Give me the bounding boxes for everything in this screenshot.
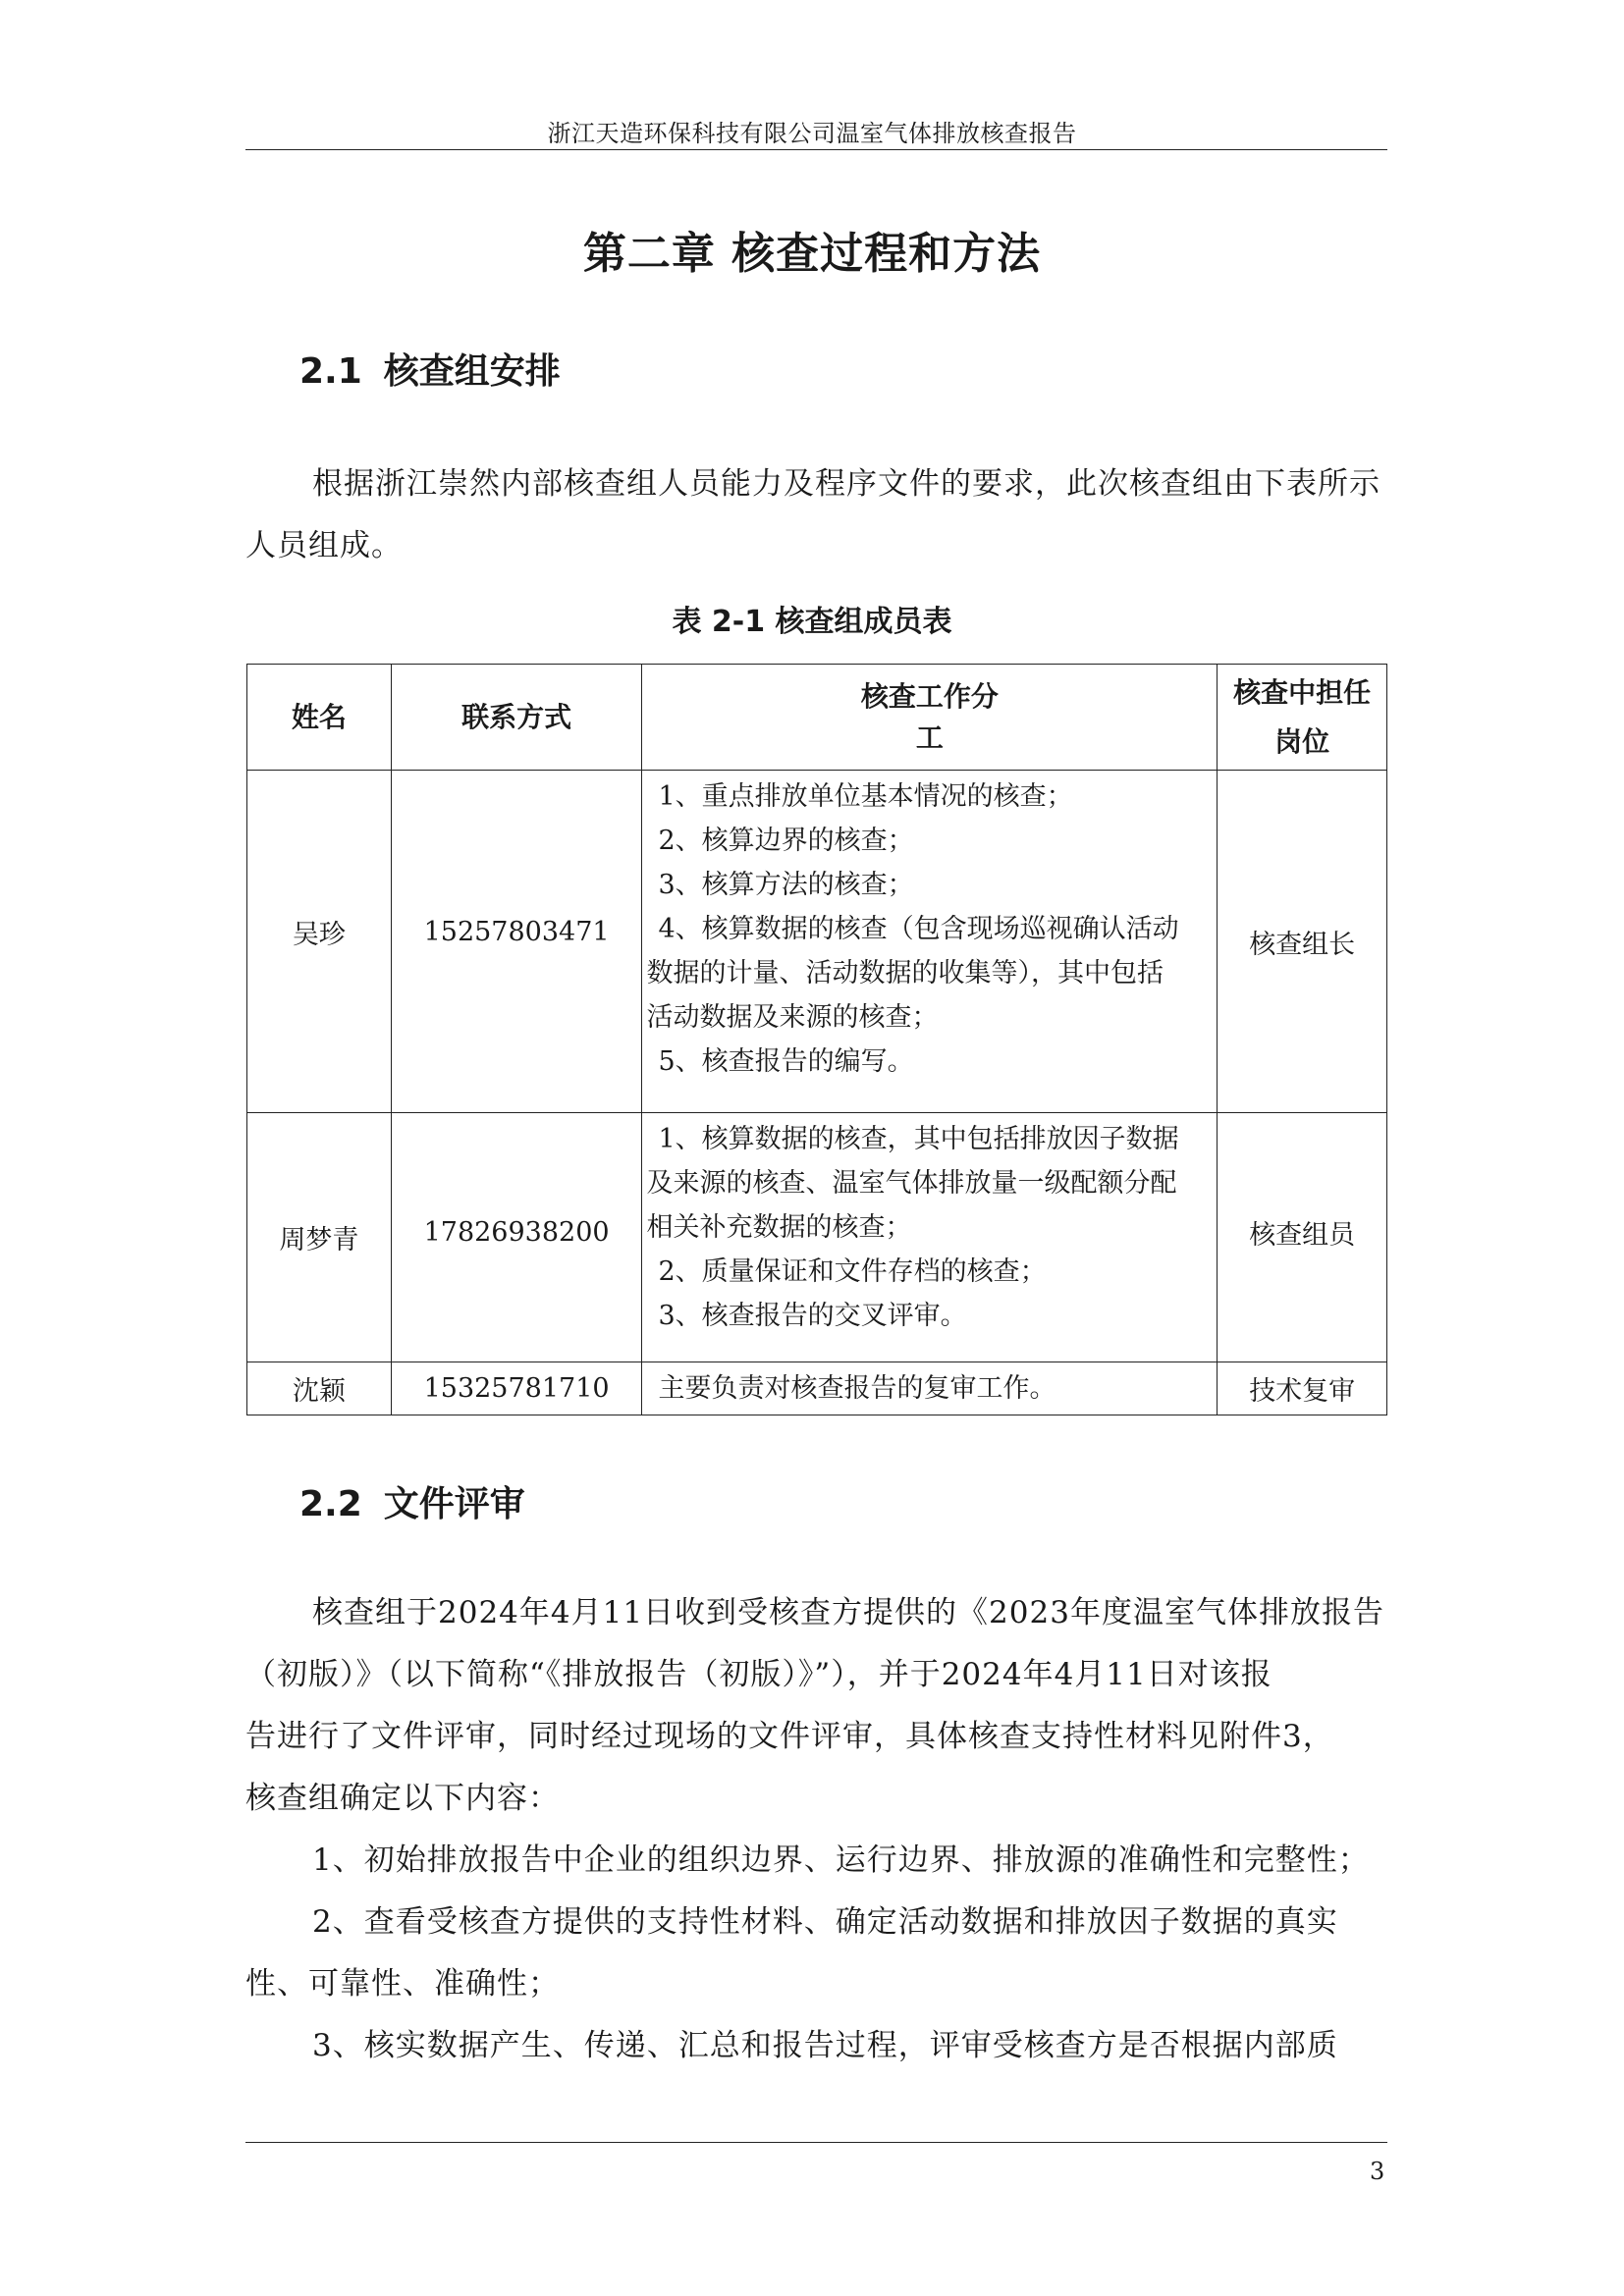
paragraph-line: （初版）》（以下简称“《排放报告（初版）》”），并于2024年4月11日对该报: [245, 1657, 1272, 1692]
paragraph-line: 核查组确定以下内容：: [245, 1781, 560, 1816]
table-row: [247, 771, 1387, 1113]
duty-line: 2、核算边界的核查；: [658, 826, 914, 856]
header-role-line: 岗位: [1274, 724, 1330, 758]
member-role: 技术复审: [1218, 1362, 1387, 1415]
duty-line: 主要负责对核查报告的复审工作。: [658, 1373, 1056, 1404]
paragraph-line: 根据浙江崇然内部核查组人员能力及程序文件的要求，此次核查组由下表所示: [312, 466, 1380, 502]
paragraph-line: 1、初始排放报告中企业的组织边界、运行边界、排放源的准确性和完整性；: [312, 1842, 1370, 1878]
table-header-row: [247, 665, 1387, 771]
paragraph-line: 3、核实数据产生、传递、汇总和报告过程，评审受核查方是否根据内部质: [312, 2028, 1338, 2063]
footer-divider: [245, 2142, 1387, 2143]
paragraph-line: 2、查看受核查方提供的支持性材料、确定活动数据和排放因子数据的真实: [312, 1904, 1338, 1940]
header-role-line: 核查中担任: [1233, 675, 1372, 709]
section-heading-2-2: [299, 1476, 525, 1526]
member-name: 沈颖: [247, 1362, 392, 1415]
duty-line: 及来源的核查、温室气体排放量一级配额分配: [646, 1168, 1177, 1199]
header-contact: 联系方式: [391, 665, 642, 771]
section-2-1-paragraph: [245, 454, 1387, 577]
header-name: 姓名: [247, 665, 392, 771]
table-row: [247, 1113, 1387, 1362]
member-duties: [642, 771, 1218, 1113]
duty-line: 1、核算数据的核查，其中包括排放因子数据: [658, 1124, 1179, 1154]
header-duties-line: 工: [915, 721, 944, 754]
duty-line: 4、核算数据的核查（包含现场巡视确认活动: [658, 914, 1179, 944]
chapter-title: 第二章 核查过程和方法: [582, 229, 1042, 279]
duty-line: 相关补充数据的核查；: [646, 1212, 912, 1243]
member-duties: [642, 1362, 1218, 1415]
member-contact: 17826938200: [391, 1113, 642, 1362]
duty-line: 活动数据及来源的核查；: [646, 1002, 939, 1033]
member-contact: 15257803471: [391, 771, 642, 1113]
section-number: 2.2: [299, 1484, 362, 1524]
paragraph-line: 人员组成。: [245, 528, 403, 563]
member-contact: 15325781710: [391, 1362, 642, 1415]
header-role: [1218, 665, 1387, 771]
section-number: 2.1: [299, 351, 362, 392]
paragraph-line: 告进行了文件评审，同时经过现场的文件评审，具体核查支持性材料见附件3，: [245, 1719, 1334, 1754]
paragraph-line: 性、可靠性、准确性；: [245, 1966, 560, 2002]
member-name: 吴珍: [247, 771, 392, 1113]
section-heading-2-1: [299, 344, 561, 394]
member-name: 周梦青: [247, 1113, 392, 1362]
duty-line: 2、质量保证和文件存档的核查；: [658, 1256, 1047, 1287]
table-row: [247, 1362, 1387, 1415]
section-2-2-paragraph: [245, 1582, 1387, 2077]
member-duties: [642, 1113, 1218, 1362]
duty-line: 3、核查报告的交叉评审。: [658, 1301, 967, 1331]
duty-line: 5、核查报告的编写。: [658, 1046, 914, 1077]
member-role: 核查组员: [1218, 1113, 1387, 1362]
section-title: 文件评审: [383, 1484, 525, 1524]
header-duties-line: 核查工作分: [860, 679, 999, 713]
header-divider: [245, 149, 1387, 150]
duty-line: 1、重点排放单位基本情况的核查；: [658, 781, 1073, 812]
header-duties: [642, 665, 1218, 771]
header-title: 浙江天造环保科技有限公司温室气体排放核查报告: [547, 120, 1077, 147]
audit-team-table: [246, 664, 1387, 1415]
section-title: 核查组安排: [383, 351, 561, 392]
duty-line: 3、核算方法的核查；: [658, 870, 914, 900]
table-caption: 表 2-1 核查组成员表: [672, 605, 952, 639]
duty-line: 数据的计量、活动数据的收集等），其中包括: [646, 958, 1164, 988]
page-number: 3: [1370, 2158, 1385, 2185]
member-role: 核查组长: [1218, 771, 1387, 1113]
paragraph-line: 核查组于2024年4月11日收到受核查方提供的《2023年度温室气体排放报告: [312, 1595, 1384, 1630]
